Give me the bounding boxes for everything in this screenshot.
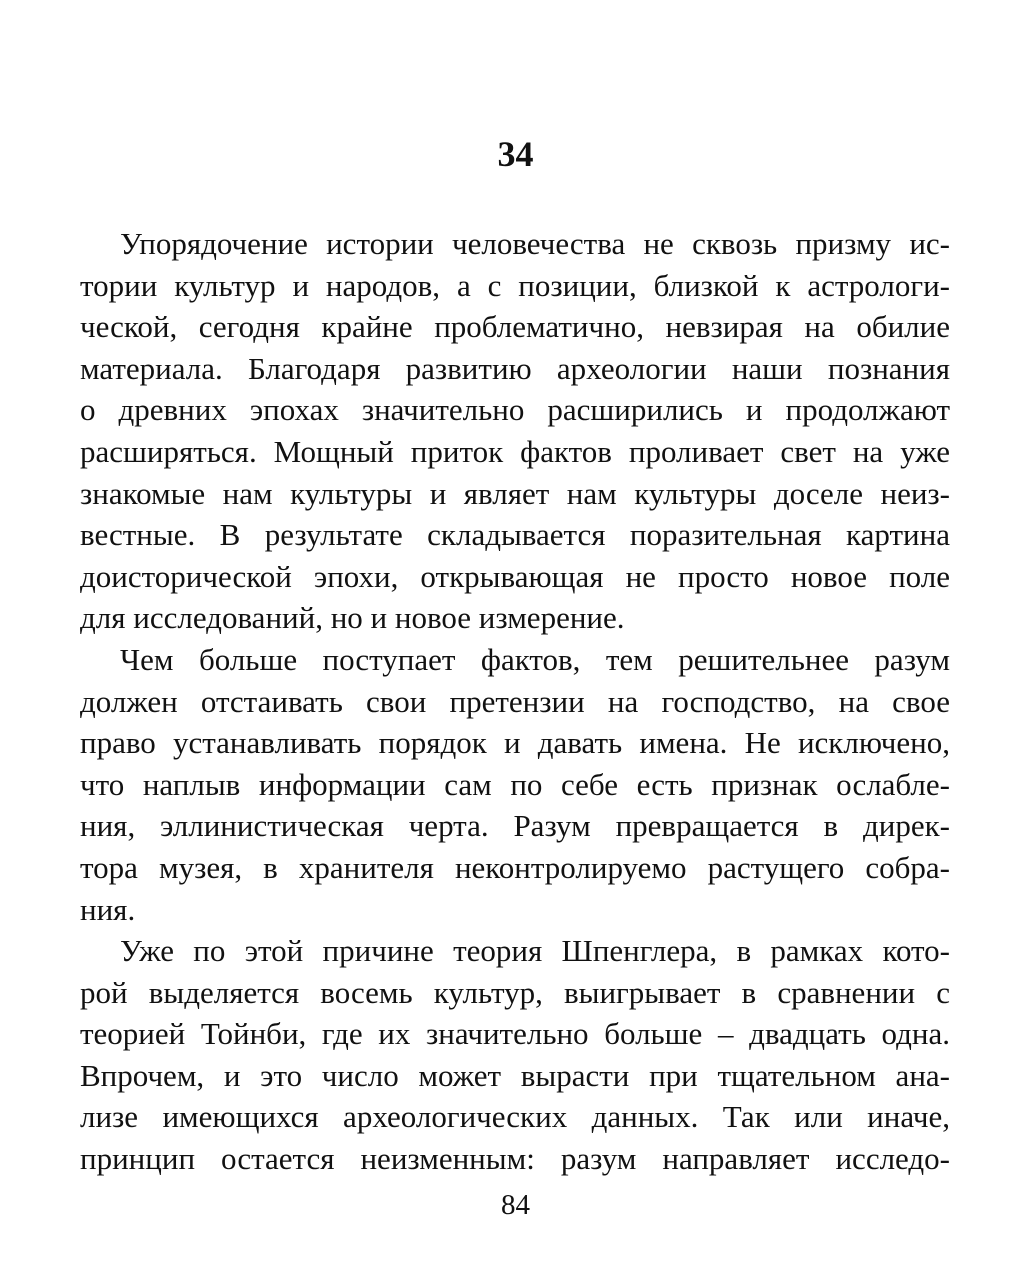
text-line: о древних эпохах значительно расширились и продолжают	[80, 392, 950, 428]
paragraph-2	[80, 639, 950, 930]
paragraph-3	[80, 930, 950, 1180]
text-line: ния.	[80, 891, 136, 927]
text-line: знакомые нам культуры и являет нам культуры доселе неиз-	[80, 475, 950, 511]
text-line: что наплыв информации сам по себе есть признак ослабле-	[80, 766, 950, 802]
text-line: ческой, сегодня крайне проблематично, невзирая на обилие	[80, 309, 950, 345]
text-line: расширяться. Мощный приток фактов проливает свет на уже	[80, 433, 950, 469]
text-line: теорией Тойнби, где их значительно больше – двадцать одна.	[80, 1016, 950, 1052]
text-line: Впрочем, и это число может вырасти при тщательном ана-	[80, 1057, 950, 1093]
text-line: лизе имеющихся археологических данных. Так или иначе,	[80, 1099, 950, 1135]
text-line: Уже по этой причине теория Шпенглера, в рамках кото-	[120, 933, 950, 969]
page-number: 84	[501, 1189, 530, 1221]
text-line: рой выделяется восемь культур, выигрывает в сравнении с	[80, 974, 950, 1010]
text-line: право устанавливать порядок и давать имена. Не исключено,	[80, 725, 950, 761]
text-line: ния, эллинистическая черта. Разум превращается в дирек-	[80, 808, 950, 844]
text-line: принцип остается неизменным: разум направляет исследо-	[80, 1141, 950, 1177]
text-line: материала. Благодаря развитию археологии наши познания	[80, 350, 950, 386]
text-line: доисторической эпохи, открывающая не просто новое поле	[80, 558, 950, 594]
text-line: вестные. В результате складывается поразительная картина	[80, 517, 950, 553]
body-text	[80, 223, 950, 1180]
paragraph-1	[80, 223, 950, 639]
text-line: тора музея, в хранителя неконтролируемо растущего собра-	[80, 849, 950, 885]
text-line: тории культур и народов, а с позиции, близкой к астрологи-	[80, 267, 950, 303]
chapter-number: 34	[497, 134, 534, 174]
text-line: Чем больше поступает фактов, тем решительнее разум	[120, 641, 950, 677]
text-line: должен отстаивать свои претензии на господство, на свое	[80, 683, 950, 719]
text-line: Упорядочение истории человечества не сквозь призму ис-	[120, 226, 950, 261]
text-line: для исследований, но и новое измерение.	[80, 600, 625, 636]
